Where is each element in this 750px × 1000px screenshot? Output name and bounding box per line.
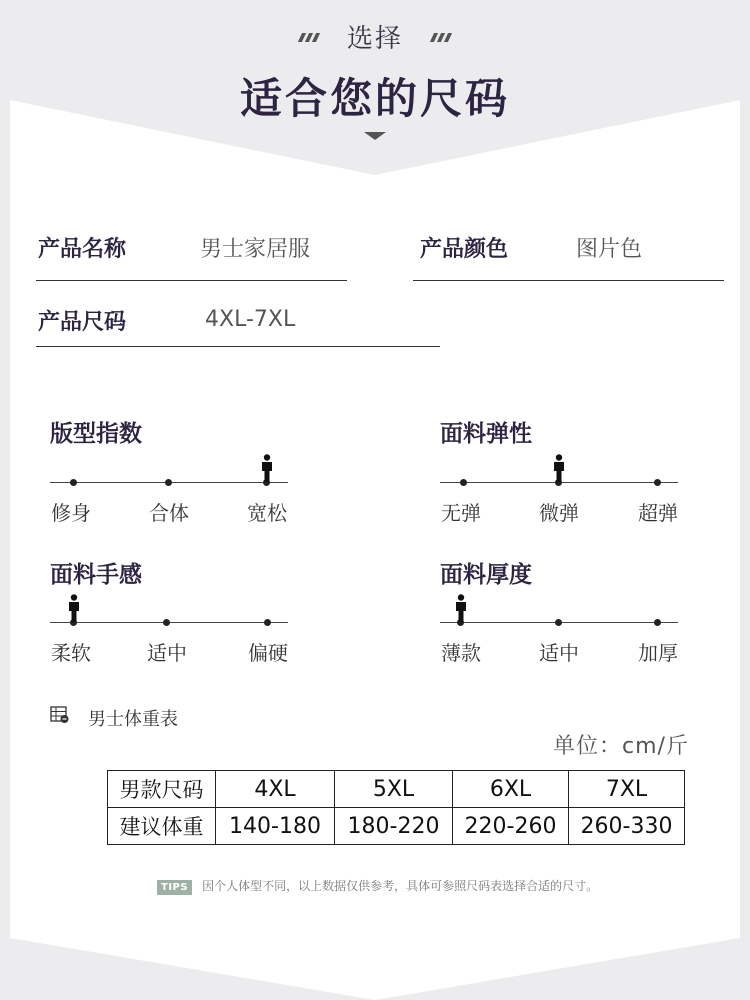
indicator-label: 加厚 <box>638 641 678 665</box>
product-name-value: 男士家居服 <box>200 237 311 262</box>
indicator-label: 微弹 <box>539 501 579 525</box>
dash-decoration-left <box>299 27 320 46</box>
weight-cell: 180-220 <box>335 808 453 845</box>
person-marker-icon <box>551 454 567 482</box>
indicator-label: 超弹 <box>638 501 678 525</box>
table-row-header-cell: 建议体重 <box>108 808 216 845</box>
person-marker-icon <box>259 454 275 482</box>
size-cell: 5XL <box>335 771 453 808</box>
table-row <box>108 808 685 845</box>
table-header-cell: 男款尺码 <box>108 771 216 808</box>
header-subtitle-row <box>0 18 750 55</box>
weight-cell: 260-330 <box>569 808 685 845</box>
size-cell: 4XL <box>216 771 335 808</box>
weight-cell: 220-260 <box>453 808 569 845</box>
size-cell: 7XL <box>569 771 685 808</box>
person-marker-icon <box>66 594 82 622</box>
indicator-dot <box>460 479 467 486</box>
divider <box>36 280 347 281</box>
indicator-title: 面料厚度 <box>440 562 532 588</box>
indicator-dot <box>70 479 77 486</box>
tips-badge: TIPS <box>157 880 192 895</box>
dash-decoration-right <box>430 27 451 46</box>
indicator-label: 宽松 <box>247 501 287 525</box>
divider <box>36 346 440 347</box>
indicator-title: 版型指数 <box>50 421 142 447</box>
product-name-label: 产品名称 <box>38 237 127 262</box>
product-size-label: 产品尺码 <box>38 310 127 335</box>
indicator-title: 面料手感 <box>50 562 142 588</box>
indicator-title: 面料弹性 <box>440 421 532 447</box>
indicator-label: 无弹 <box>441 501 481 525</box>
indicator-label: 适中 <box>539 641 579 665</box>
indicator-label: 偏硬 <box>248 641 288 665</box>
indicator-label: 适中 <box>147 641 187 665</box>
table-caption: 男士体重表 <box>88 709 178 730</box>
caret-down-icon <box>364 132 386 140</box>
indicator-label: 柔软 <box>51 641 91 665</box>
indicator-label: 薄款 <box>441 641 481 665</box>
indicator-dot <box>165 479 172 486</box>
product-size-value: 4XL-7XL <box>205 307 296 332</box>
indicator-dot <box>264 619 271 626</box>
indicator-label: 合体 <box>149 501 189 525</box>
tips-note <box>157 877 598 895</box>
size-weight-table <box>107 770 685 845</box>
product-color-value: 图片色 <box>576 237 643 262</box>
divider <box>413 280 724 281</box>
tips-text: 因个人体型不同，以上数据仅供参考，具体可参照尺码表选择合适的尺寸。 <box>202 879 599 893</box>
header-subtitle: 选择 <box>346 24 403 54</box>
indicator-dot <box>654 479 661 486</box>
table-row <box>108 771 685 808</box>
table-icon <box>50 706 70 724</box>
indicator-label: 修身 <box>51 501 91 525</box>
size-cell: 6XL <box>453 771 569 808</box>
weight-cell: 140-180 <box>216 808 335 845</box>
indicator-dot <box>654 619 661 626</box>
unit-label: 单位：cm/斤 <box>553 734 689 759</box>
indicator-dot <box>555 619 562 626</box>
person-marker-icon <box>453 594 469 622</box>
product-color-label: 产品颜色 <box>420 237 509 262</box>
page-title: 适合您的尺码 <box>239 74 510 123</box>
indicator-dot <box>163 619 170 626</box>
